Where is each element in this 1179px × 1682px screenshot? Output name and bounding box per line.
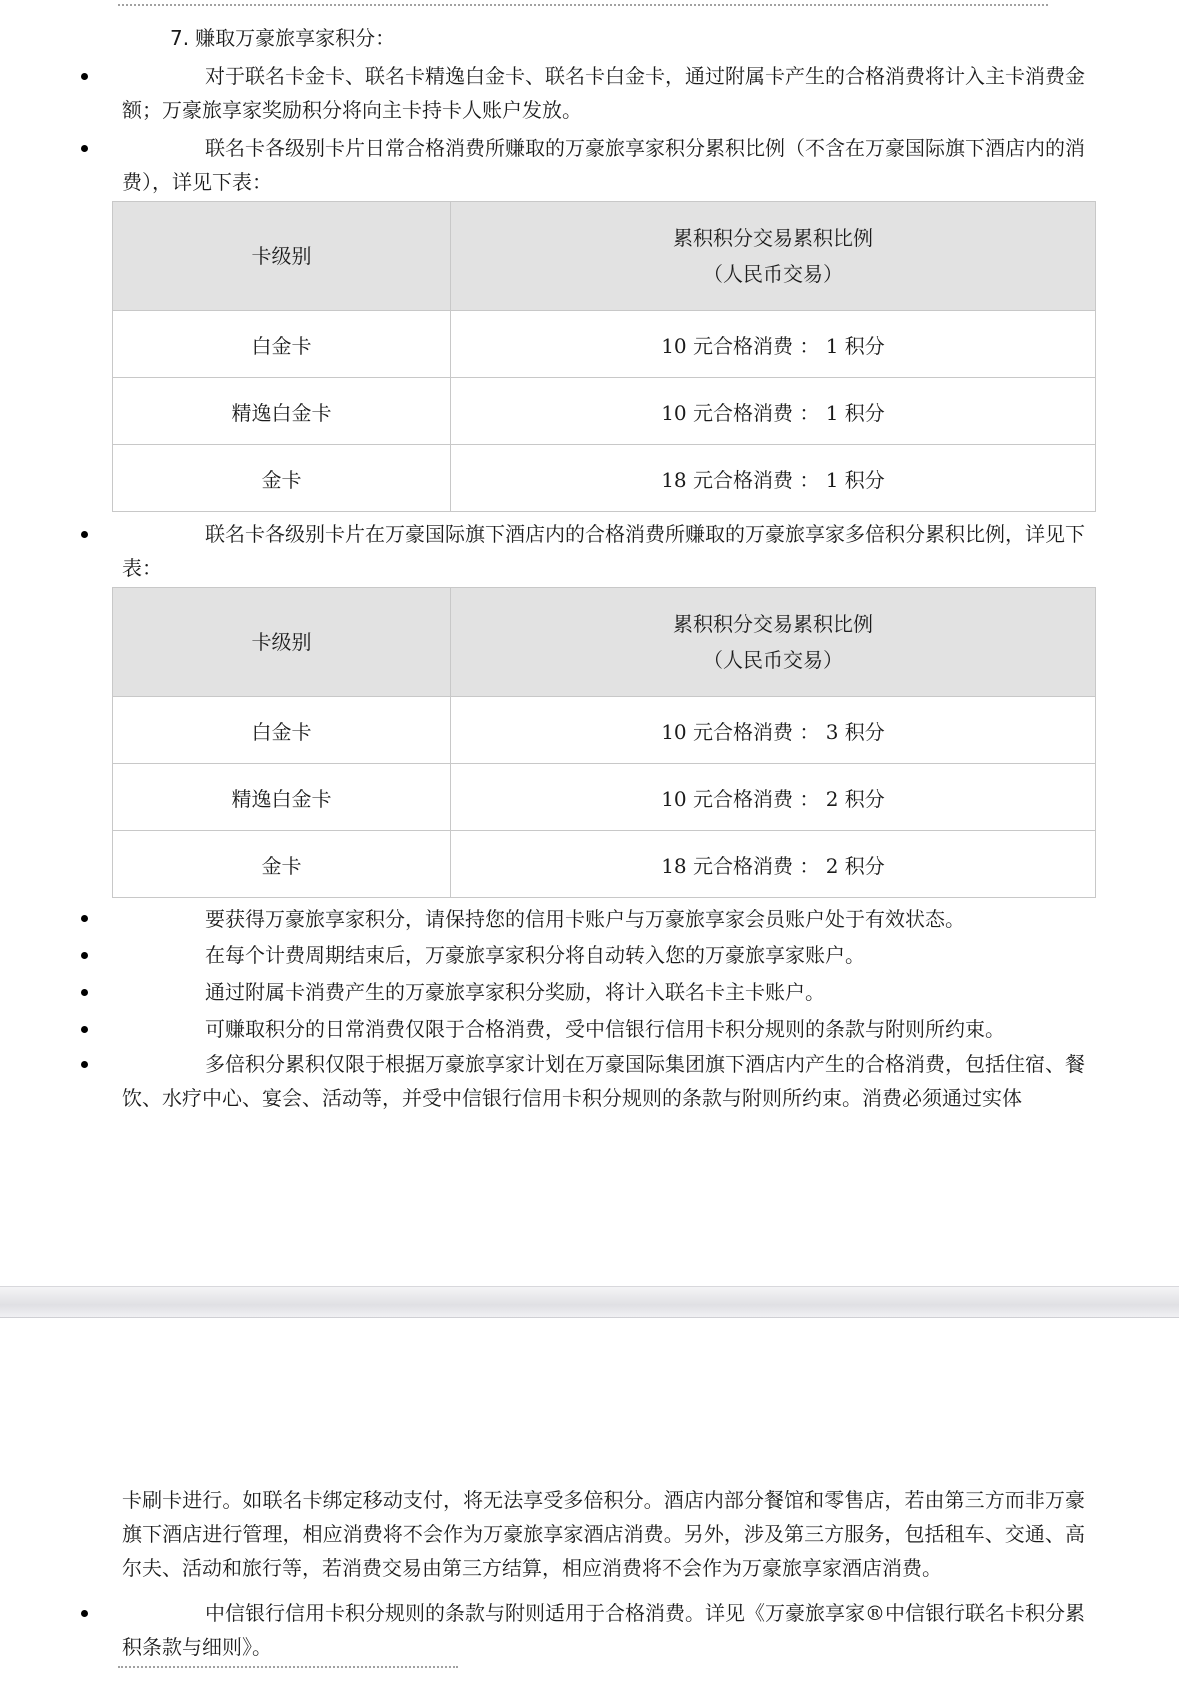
table-row: [113, 764, 1096, 831]
table-row: [113, 831, 1096, 898]
card-level-cell: 金卡: [113, 445, 451, 512]
paragraph: 联名卡各级别卡片在万豪国际旗下酒店内的合格消费所赚取的万豪旅享家多倍积分累积比例，详见下表：: [122, 522, 1085, 580]
table-header-row: [113, 202, 1096, 311]
ratio-cell: 10 元合格消费 ： 1 积分: [451, 378, 1096, 445]
card-level-cell: 金卡: [113, 831, 451, 898]
bullet-icon: [81, 145, 88, 152]
ratio-cell: 18 元合格消费 ： 2 积分: [451, 831, 1096, 898]
bullet-icon: [81, 915, 88, 922]
ratio-cell: 18 元合格消费 ： 1 积分: [451, 445, 1096, 512]
cut-off-text-top: [118, 0, 1048, 6]
header-ratio-line2: （人民币交易）: [703, 262, 843, 286]
cut-off-text-bottom: [118, 1666, 458, 1682]
section-number: 7.: [170, 26, 190, 50]
section-heading: [170, 22, 395, 51]
paragraph: 多倍积分累积仅限于根据万豪旅享家计划在万豪国际集团旗下酒店内产生的合格消费，包括住宿、餐饮、水疗中心、宴会、活动等，并受中信银行信用卡积分规则的条款与附则所约束。消费必须通过实体: [122, 1052, 1085, 1110]
section-title: 赚取万豪旅享家积分：: [195, 26, 396, 50]
card-level-cell: 白金卡: [113, 311, 451, 378]
table-row: [113, 697, 1096, 764]
bullet-icon: [81, 952, 88, 959]
header-ratio: [451, 202, 1096, 311]
card-level-cell: 白金卡: [113, 697, 451, 764]
paragraph: 要获得万豪旅享家积分，请保持您的信用卡账户与万豪旅享家会员账户处于有效状态。: [205, 907, 965, 931]
bullet-icon: [81, 1061, 88, 1068]
paragraph: 对于联名卡金卡、联名卡精逸白金卡、联名卡白金卡，通过附属卡产生的合格消费将计入主卡消费金额；万豪旅享家奖励积分将向主卡持卡人账户发放。: [122, 64, 1085, 122]
table-row: [113, 378, 1096, 445]
table-row: [113, 311, 1096, 378]
header-ratio-line1: 累积积分交易累积比例: [673, 612, 873, 636]
card-level-cell: 精逸白金卡: [113, 378, 451, 445]
paragraph-continued: 卡刷卡进行。如联名卡绑定移动支付，将无法享受多倍积分。酒店内部分餐馆和零售店，若由第三方而非万豪旗下酒店进行管理，相应消费将不会作为万豪旅享家酒店消费。另外，涉及第三方服务，包括租车、交通、高尔夫、活动和旅行等，若消费交易由第三方结算，相应消费将不会作为万豪旅享家酒店消费。: [122, 1488, 1085, 1580]
ratio-cell: 10 元合格消费 ： 1 积分: [451, 311, 1096, 378]
bullet-icon: [81, 989, 88, 996]
ratio-cell: 10 元合格消费 ： 2 积分: [451, 764, 1096, 831]
bullet-icon: [81, 531, 88, 538]
page-break-divider: [0, 1286, 1179, 1318]
table-header-row: [113, 588, 1096, 697]
ratio-cell: 10 元合格消费 ： 3 积分: [451, 697, 1096, 764]
paragraph: 联名卡各级别卡片日常合格消费所赚取的万豪旅享家积分累积比例（不含在万豪国际旗下酒店内的消费），详见下表：: [122, 136, 1085, 194]
paragraph: 可赚取积分的日常消费仅限于合格消费，受中信银行信用卡积分规则的条款与附则所约束。: [205, 1017, 1005, 1041]
bullet-icon: [81, 73, 88, 80]
header-ratio-line1: 累积积分交易累积比例: [673, 226, 873, 250]
table-row: [113, 445, 1096, 512]
paragraph: 在每个计费周期结束后，万豪旅享家积分将自动转入您的万豪旅享家账户。: [205, 943, 865, 967]
paragraph: 通过附属卡消费产生的万豪旅享家积分奖励，将计入联名卡主卡账户。: [205, 980, 825, 1004]
bullet-icon: [81, 1610, 88, 1617]
header-ratio: [451, 588, 1096, 697]
header-card-level: 卡级别: [113, 588, 451, 697]
bullet-icon: [81, 1026, 88, 1033]
hotel-multiplier-table: [112, 587, 1096, 898]
header-ratio-line2: （人民币交易）: [703, 648, 843, 672]
daily-points-table: [112, 201, 1096, 512]
card-level-cell: 精逸白金卡: [113, 764, 451, 831]
paragraph: 中信银行信用卡积分规则的条款与附则适用于合格消费。详见《万豪旅享家®中信银行联名卡积分累积条款与细则》。: [122, 1601, 1085, 1659]
header-card-level: 卡级别: [113, 202, 451, 311]
